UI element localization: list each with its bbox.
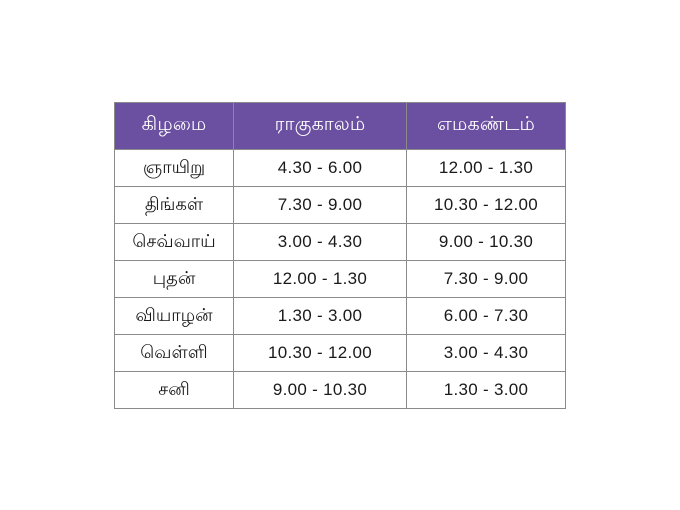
table-row xyxy=(115,261,566,298)
cell-rahu-kalam: 1.30 - 3.00 xyxy=(234,298,407,335)
cell-yama-gandam: 7.30 - 9.00 xyxy=(407,261,566,298)
table-row xyxy=(115,187,566,224)
rahu-kalam-table xyxy=(114,102,566,409)
cell-rahu-kalam: 4.30 - 6.00 xyxy=(234,150,407,187)
cell-rahu-kalam: 7.30 - 9.00 xyxy=(234,187,407,224)
table-row xyxy=(115,372,566,409)
cell-day: சனி xyxy=(115,372,234,409)
table-row xyxy=(115,298,566,335)
table-row xyxy=(115,150,566,187)
column-header-day: கிழமை xyxy=(115,103,234,150)
rahu-kalam-table-container xyxy=(114,102,566,409)
cell-day: திங்கள் xyxy=(115,187,234,224)
cell-day: ஞாயிறு xyxy=(115,150,234,187)
column-header-rahu-kalam: ராகுகாலம் xyxy=(234,103,407,150)
cell-day: வெள்ளி xyxy=(115,335,234,372)
cell-rahu-kalam: 10.30 - 12.00 xyxy=(234,335,407,372)
cell-day: வியாழன் xyxy=(115,298,234,335)
table-body xyxy=(115,150,566,409)
cell-yama-gandam: 9.00 - 10.30 xyxy=(407,224,566,261)
table-header xyxy=(115,103,566,150)
cell-yama-gandam: 3.00 - 4.30 xyxy=(407,335,566,372)
cell-rahu-kalam: 12.00 - 1.30 xyxy=(234,261,407,298)
cell-rahu-kalam: 3.00 - 4.30 xyxy=(234,224,407,261)
cell-yama-gandam: 6.00 - 7.30 xyxy=(407,298,566,335)
cell-yama-gandam: 12.00 - 1.30 xyxy=(407,150,566,187)
table-row xyxy=(115,335,566,372)
table-row xyxy=(115,224,566,261)
cell-day: புதன் xyxy=(115,261,234,298)
cell-yama-gandam: 1.30 - 3.00 xyxy=(407,372,566,409)
cell-rahu-kalam: 9.00 - 10.30 xyxy=(234,372,407,409)
column-header-yama-gandam: எமகண்டம் xyxy=(407,103,566,150)
cell-yama-gandam: 10.30 - 12.00 xyxy=(407,187,566,224)
cell-day: செவ்வாய் xyxy=(115,224,234,261)
table-header-row xyxy=(115,103,566,150)
